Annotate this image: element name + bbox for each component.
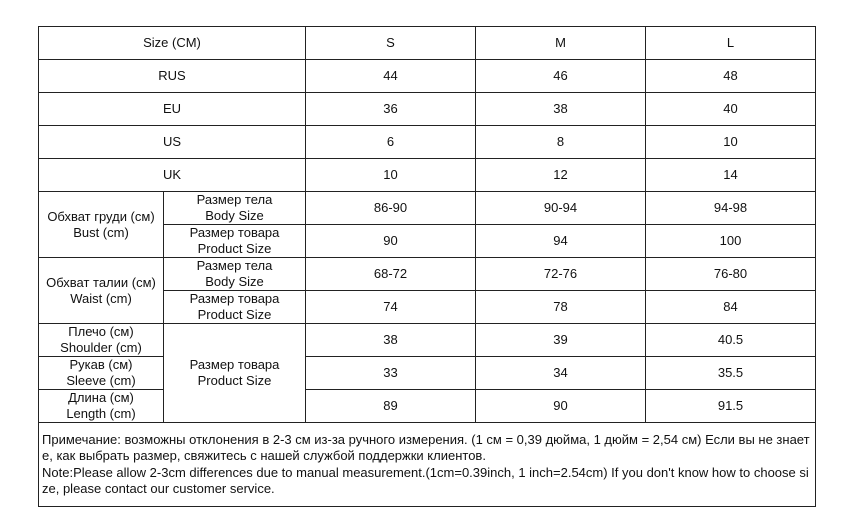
row-label: UK — [39, 159, 306, 192]
body-size-label: Размер тела Body Size — [164, 258, 306, 291]
note-cell — [39, 423, 816, 507]
cell-value: 74 — [306, 291, 476, 324]
us-row — [39, 126, 816, 159]
cell-value: 89 — [306, 390, 476, 423]
cell-value: 94 — [476, 225, 646, 258]
cell-value: 90 — [306, 225, 476, 258]
row-label: RUS — [39, 60, 306, 93]
note-row — [39, 423, 816, 507]
cell-value: 91.5 — [646, 390, 816, 423]
cell-value: 33 — [306, 357, 476, 390]
cell-value: 38 — [476, 93, 646, 126]
cell-value: 90 — [476, 390, 646, 423]
cell-value: 90-94 — [476, 192, 646, 225]
body-size-label: Размер тела Body Size — [164, 192, 306, 225]
cell-value: 40.5 — [646, 324, 816, 357]
cell-value: 46 — [476, 60, 646, 93]
note-ru: Примечание: возможны отклонения в 2-3 см из-за ручного измерения. (1 см = 0,39 дюйма, 1 дюйм = 2,54 см) Если вы не знаете, как выбрать размер, свяжитесь с нашей службой поддержки клиентов. — [42, 431, 810, 463]
size-m-header: M — [476, 27, 646, 60]
bust-body-row — [39, 192, 816, 225]
cell-value: 10 — [646, 126, 816, 159]
rus-row — [39, 60, 816, 93]
note-en: Note:Please allow 2-3cm differences due to manual measurement.(1cm=0.39inch, 1 inch=2.54cm) If you don't know how to choose size, please contact our customer service. — [42, 464, 809, 496]
cell-value: 48 — [646, 60, 816, 93]
cell-value: 76-80 — [646, 258, 816, 291]
cell-value: 6 — [306, 126, 476, 159]
waist-label — [39, 258, 164, 324]
size-l-header: L — [646, 27, 816, 60]
product-size-label: Размер товара Product Size — [164, 324, 306, 423]
length-label: Длина (см) Length (cm) — [39, 390, 164, 423]
cell-value: 34 — [476, 357, 646, 390]
cell-value: 100 — [646, 225, 816, 258]
sleeve-label: Рукав (см) Sleeve (cm) — [39, 357, 164, 390]
length-row — [39, 390, 816, 423]
cell-value: 14 — [646, 159, 816, 192]
cell-value: 38 — [306, 324, 476, 357]
size-chart-table — [38, 26, 816, 507]
cell-value: 10 — [306, 159, 476, 192]
product-size-label: Размер товара Product Size — [164, 291, 306, 324]
sleeve-row — [39, 357, 816, 390]
cell-value: 44 — [306, 60, 476, 93]
cell-value: 12 — [476, 159, 646, 192]
cell-value: 36 — [306, 93, 476, 126]
waist-label-ru: Обхват талии (см) — [46, 274, 156, 290]
cell-value: 84 — [646, 291, 816, 324]
shoulder-row — [39, 324, 816, 357]
waist-label-en: Waist (cm) — [70, 290, 132, 306]
cell-value: 86-90 — [306, 192, 476, 225]
bust-label — [39, 192, 164, 258]
cell-value: 39 — [476, 324, 646, 357]
cell-value: 35.5 — [646, 357, 816, 390]
cell-value: 94-98 — [646, 192, 816, 225]
eu-row — [39, 93, 816, 126]
product-size-label: Размер товара Product Size — [164, 225, 306, 258]
uk-row — [39, 159, 816, 192]
bust-label-en: Bust (cm) — [73, 224, 129, 240]
row-label: US — [39, 126, 306, 159]
header-row — [39, 27, 816, 60]
cell-value: 8 — [476, 126, 646, 159]
shoulder-label: Плечо (см) Shoulder (cm) — [39, 324, 164, 357]
header-label-cell: Size (CM) — [39, 27, 306, 60]
waist-body-row — [39, 258, 816, 291]
bust-label-ru: Обхват груди (см) — [47, 208, 155, 224]
cell-value: 78 — [476, 291, 646, 324]
cell-value: 72-76 — [476, 258, 646, 291]
cell-value: 68-72 — [306, 258, 476, 291]
cell-value: 40 — [646, 93, 816, 126]
row-label: EU — [39, 93, 306, 126]
size-s-header: S — [306, 27, 476, 60]
